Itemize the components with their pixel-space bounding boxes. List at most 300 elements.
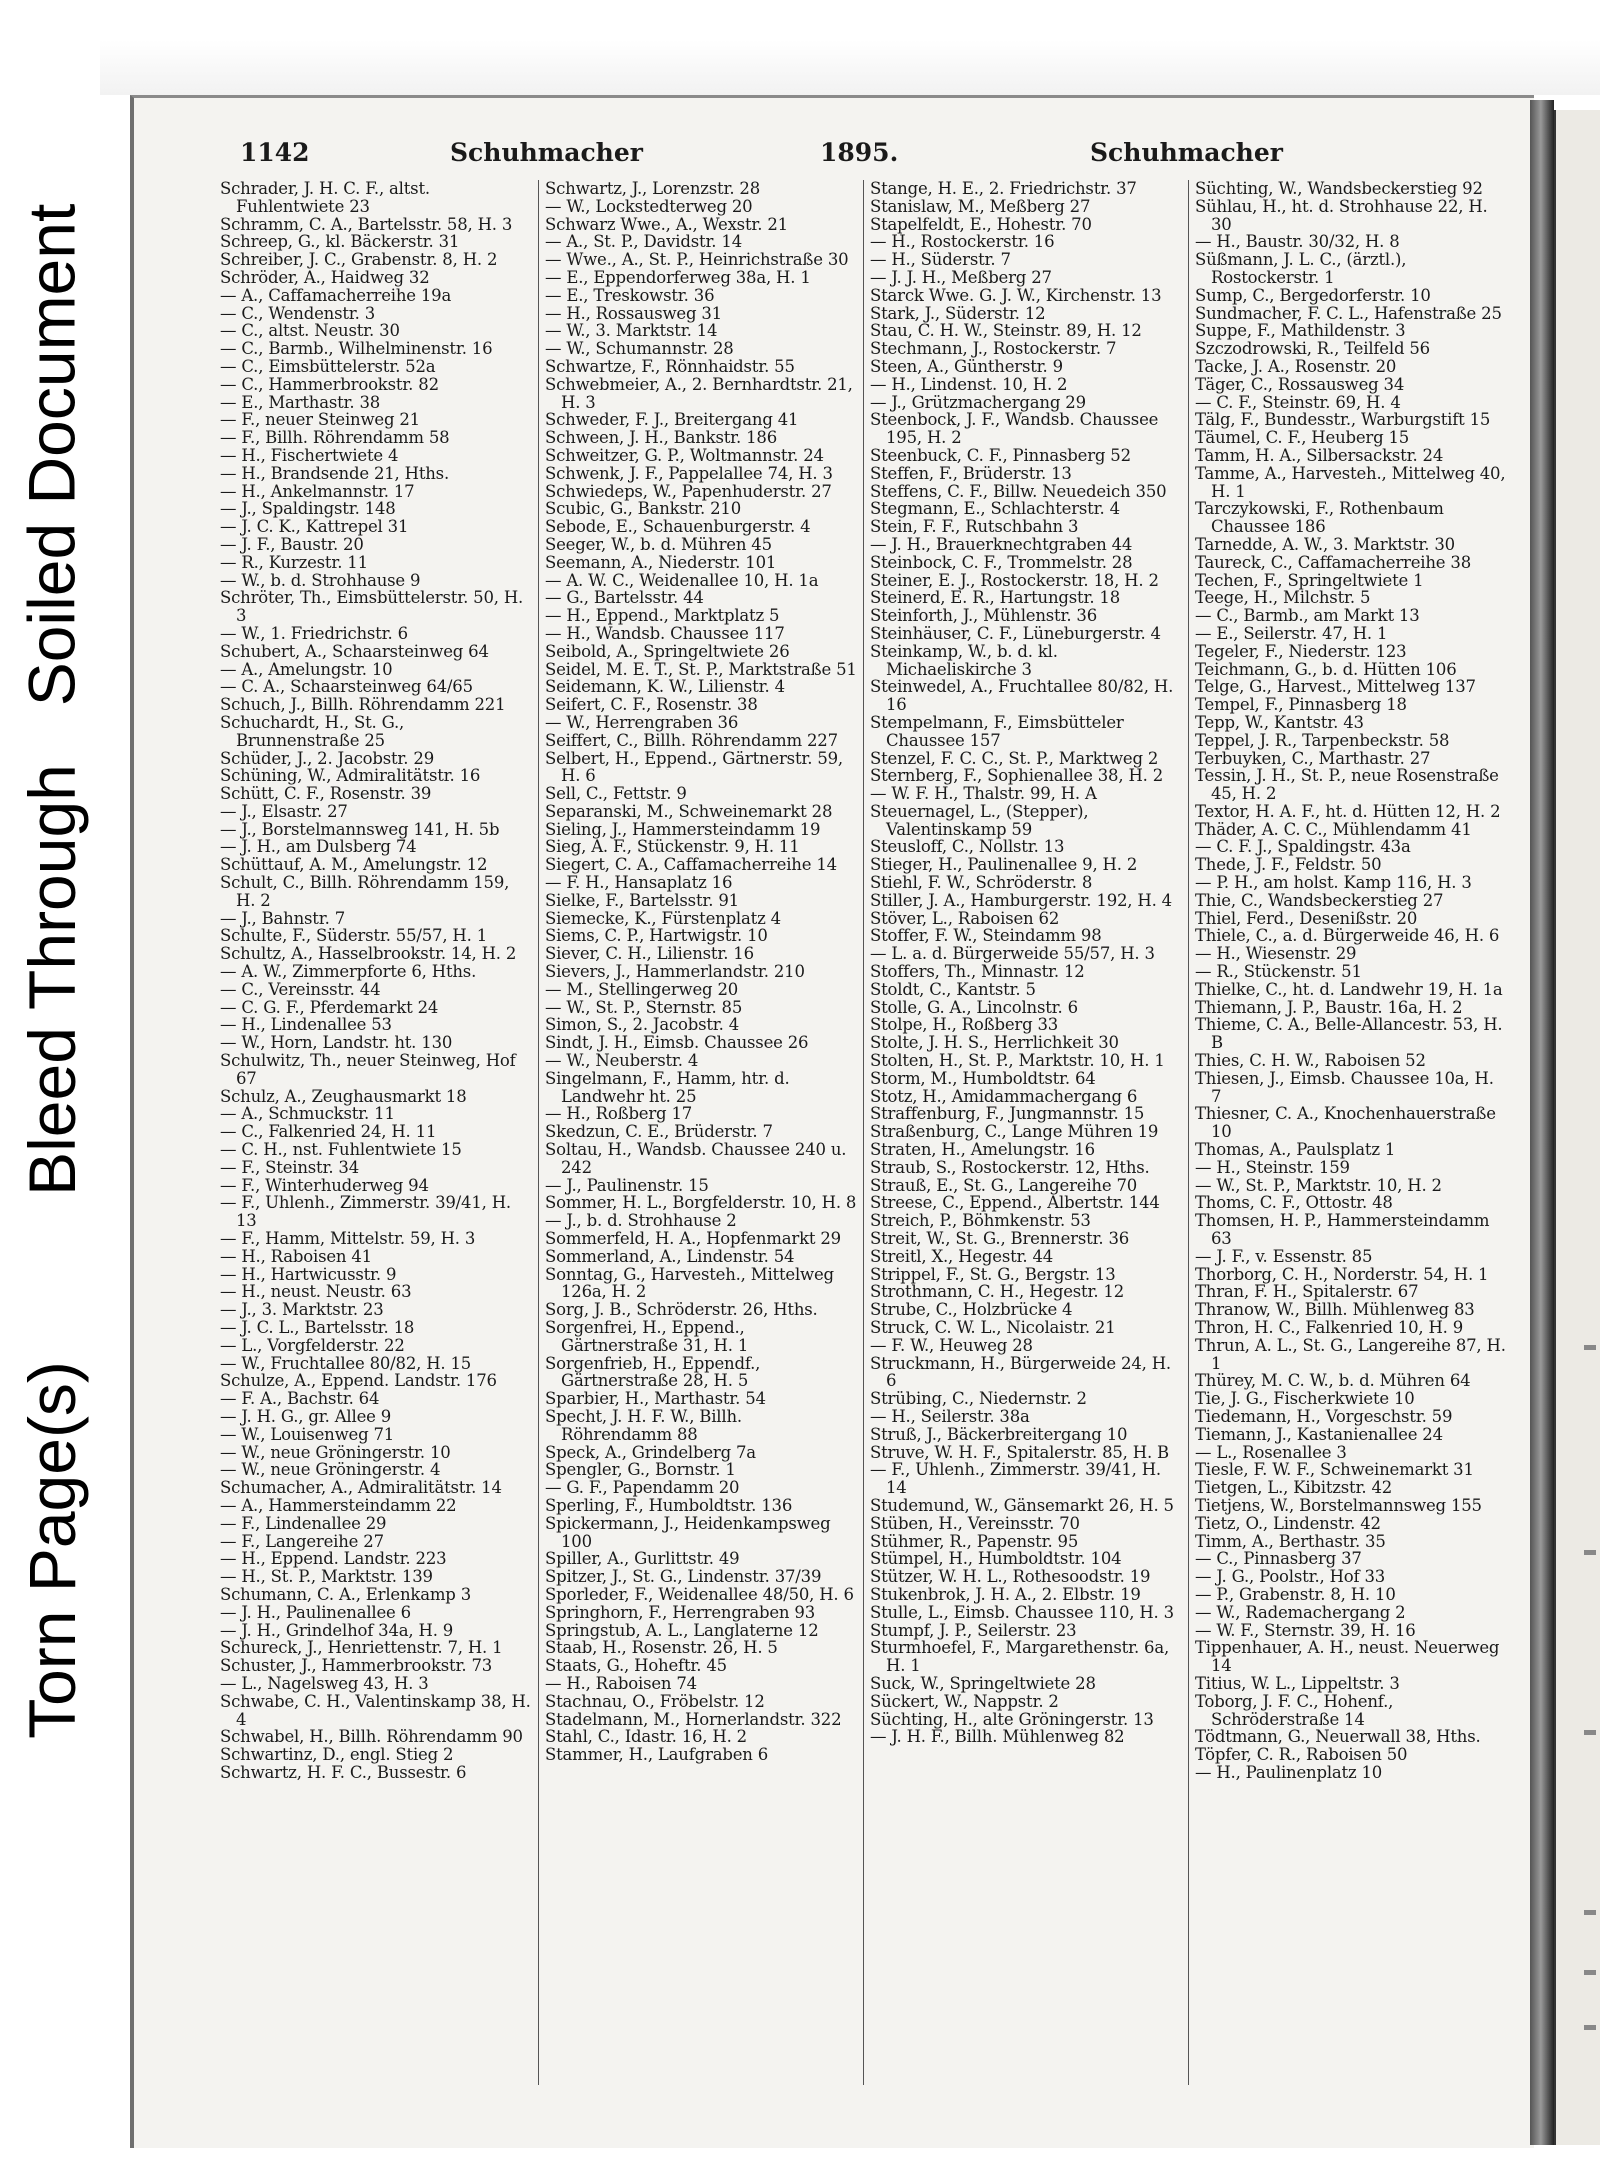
directory-columns <box>220 180 1515 2100</box>
directory-entry: Stotz, H., Amidammachergang 6 <box>870 1086 1138 1106</box>
directory-entry: — F. A., Bachstr. 64 <box>220 1389 380 1409</box>
directory-entry: Thäder, A. C. C., Mühlendamm 41 <box>1195 819 1472 839</box>
directory-entry: Steuernagel, L., (Stepper), Valentinskamp 59 <box>870 801 1089 839</box>
directory-entry: — F., Uhlenh., Zimmerstr. 39/41, H. 14 <box>870 1460 1161 1498</box>
directory-entry: Schumann, C. A., Erlenkamp 3 <box>220 1584 471 1604</box>
directory-entry: — J. H., am Dulsberg 74 <box>220 837 417 857</box>
directory-entry: Schramm, C. A., Bartelsstr. 58, H. 3 <box>220 214 513 234</box>
directory-entry: — J. H. F., Billh. Mühlenweg 82 <box>870 1727 1125 1747</box>
directory-entry: — J., Borstelmannsweg 141, H. 5b <box>220 819 500 839</box>
directory-entry: Thorborg, C. H., Norderstr. 54, H. 1 <box>1195 1264 1489 1284</box>
directory-entry: Thede, J. F., Feldstr. 50 <box>1195 855 1382 875</box>
directory-entry: Struve, W. H. F., Spitalerstr. 85, H. B <box>870 1442 1169 1462</box>
directory-entry: Stümpel, H., Humboldtstr. 104 <box>870 1549 1122 1569</box>
directory-entry: Tarczykowski, F., Rothenbaum Chaussee 186 <box>1195 499 1444 537</box>
directory-entry: Stau, C. H. W., Steinstr. 89, H. 12 <box>870 321 1142 341</box>
directory-entry: Sühlau, H., ht. d. Strohhause 22, H. 30 <box>1195 196 1488 234</box>
directory-entry: — W. F., Sternstr. 39, H. 16 <box>1195 1620 1416 1640</box>
directory-entry: — H., Roßberg 17 <box>545 1104 693 1124</box>
directory-entry: Seeger, W., b. d. Mühren 45 <box>545 534 772 554</box>
directory-entry: — W., Herrengraben 36 <box>545 712 739 732</box>
directory-entry: — C. A., Schaarsteinweg 64/65 <box>220 677 473 697</box>
directory-entry: — A., Schmuckstr. 11 <box>220 1104 395 1124</box>
directory-entry: Thrun, A. L., St. G., Langereihe 87, H. 1 <box>1195 1335 1506 1373</box>
directory-entry: Schulz, A., Zeughausmarkt 18 <box>220 1086 467 1106</box>
directory-entry: Stadelmann, M., Hornerlandstr. 322 <box>545 1709 842 1729</box>
directory-entry: Specht, J. H. F. W., Billh. Röhrendamm 88 <box>545 1406 742 1444</box>
directory-entry: — P., Grabenstr. 8, H. 10 <box>1195 1584 1396 1604</box>
directory-entry: Stark, J., Süderstr. 12 <box>870 303 1046 323</box>
directory-entry: Thürey, M. C. W., b. d. Mühren 64 <box>1195 1371 1471 1391</box>
directory-entry: Tälg, F., Bundesstr., Warburgstift 15 <box>1195 410 1491 430</box>
directory-entry: Stieger, H., Paulinenallee 9, H. 2 <box>870 855 1138 875</box>
directory-entry: — P. H., am holst. Kamp 116, H. 3 <box>1195 873 1472 893</box>
directory-entry: — H., Wandsb. Chaussee 117 <box>545 623 785 643</box>
directory-entry: — C. F., Steinstr. 69, H. 4 <box>1195 392 1401 412</box>
directory-entry: Sievers, J., Hammerlandstr. 210 <box>545 962 805 982</box>
directory-entry: Tietz, O., Lindenstr. 42 <box>1195 1513 1381 1533</box>
directory-entry: Schwebmeier, A., 2. Bernhardtstr. 21, H. 3 <box>545 374 853 412</box>
directory-entry: — J. C. L., Bartelsstr. 18 <box>220 1318 415 1337</box>
directory-entry: — E., Marthastr. 38 <box>220 392 381 412</box>
directory-entry: Sielke, F., Bartelsstr. 91 <box>545 890 739 910</box>
directory-entry: Storm, M., Humboldtstr. 64 <box>870 1068 1096 1088</box>
directory-entry: — G., Bartelsstr. 44 <box>545 588 704 608</box>
scan-top-margin <box>100 40 1600 95</box>
directory-entry: Stegmann, E., Schlachterstr. 4 <box>870 499 1120 519</box>
directory-entry: — J. H., Brauerknechtgraben 44 <box>870 534 1133 554</box>
directory-entry: Schwartinz, D., engl. Stieg 2 <box>220 1745 454 1765</box>
ghost-mark <box>1584 2025 1596 2030</box>
directory-entry: — F., Uhlenh., Zimmerstr. 39/41, H. 13 <box>220 1193 511 1231</box>
directory-entry: Spengler, G., Bornstr. 1 <box>545 1460 736 1480</box>
directory-entry: Schüttauf, A. M., Amelungstr. 12 <box>220 855 488 875</box>
directory-entry: — R., Kurzestr. 11 <box>220 552 368 572</box>
directory-entry: Sporleder, F., Weidenallee 48/50, H. 6 <box>545 1584 854 1604</box>
directory-entry: Täumel, C. F., Heuberg 15 <box>1195 428 1410 448</box>
directory-entry: Tietgen, L., Kibitzstr. 42 <box>1195 1478 1393 1498</box>
directory-entry: Steinhäuser, C. F., Lüneburgerstr. 4 <box>870 623 1161 643</box>
directory-entry: — C., Hammerbrookstr. 82 <box>220 374 439 394</box>
directory-entry: Sorg, J. B., Schröderstr. 26, Hths. <box>545 1300 818 1320</box>
directory-entry: — J. J. H., Meßberg 27 <box>870 267 1052 287</box>
directory-entry: Stolten, H., St. P., Marktstr. 10, H. 1 <box>870 1051 1165 1071</box>
directory-entry: Tie, J. G., Fischerkwiete 10 <box>1195 1389 1415 1409</box>
directory-entry: Siems, C. P., Hartwigstr. 10 <box>545 926 768 946</box>
directory-entry: Telge, G., Harvest., Mittelweg 137 <box>1195 677 1476 697</box>
directory-entry: Stukenbrok, J. H. A., 2. Elbstr. 19 <box>870 1584 1141 1604</box>
directory-entry: Thoms, C. F., Ottostr. 48 <box>1195 1193 1393 1213</box>
directory-entry: — W., 3. Marktstr. 14 <box>545 321 718 341</box>
directory-entry: Tarnedde, A. W., 3. Marktstr. 30 <box>1195 534 1455 554</box>
directory-entry: Sebode, E., Schauenburgerstr. 4 <box>545 517 811 537</box>
directory-entry: Spickermann, J., Heidenkampsweg 100 <box>545 1513 831 1551</box>
directory-entry: Sonntag, G., Harvesteh., Mittelweg 126a, H. 2 <box>545 1264 834 1302</box>
directory-entry: Starck Wwe. G. J. W., Kirchenstr. 13 <box>870 285 1162 305</box>
directory-entry: — F. H., Hansaplatz 16 <box>545 873 733 893</box>
directory-entry: — J., Paulinenstr. 15 <box>545 1175 709 1195</box>
directory-entry: Tiemann, J., Kastanienallee 24 <box>1195 1424 1443 1444</box>
directory-entry: — R., Stückenstr. 51 <box>1195 962 1362 982</box>
directory-entry: Steenbuck, C. F., Pinnasberg 52 <box>870 445 1131 465</box>
directory-entry: — W., St. P., Sternstr. 85 <box>545 997 743 1017</box>
directory-entry: Sparbier, H., Marthastr. 54 <box>545 1389 766 1409</box>
directory-entry: — J., 3. Marktstr. 23 <box>220 1300 384 1320</box>
directory-entry: Tessin, J. H., St. P., neue Rosenstraße 45, H. 2 <box>1195 766 1499 804</box>
directory-entry: Thielke, C., ht. d. Landwehr 19, H. 1a <box>1195 979 1503 999</box>
directory-entry: Sternberg, F., Sophienallee 38, H. 2 <box>870 766 1164 786</box>
directory-entry: Seidel, M. E. T., St. P., Marktstraße 51 <box>545 659 857 679</box>
directory-entry: Schüder, J., 2. Jacobstr. 29 <box>220 748 434 768</box>
directory-entry: Steinbock, C. F., Trommelstr. 28 <box>870 552 1133 572</box>
directory-column-1 <box>220 180 532 2100</box>
directory-entry: — H., Lindenst. 10, H. 2 <box>870 374 1068 394</box>
directory-entry: Tacke, J. A., Rosenstr. 20 <box>1195 356 1397 376</box>
directory-entry: — F., Steinstr. 34 <box>220 1157 360 1177</box>
directory-entry: — A., St. P., Davidstr. 14 <box>545 232 742 252</box>
directory-entry: Töpfer, C. R., Raboisen 50 <box>1195 1745 1408 1765</box>
directory-entry: — H., Süderstr. 7 <box>870 250 1011 270</box>
directory-entry: Stolpe, H., Roßberg 33 <box>870 1015 1059 1035</box>
directory-entry: Sommer, H. L., Borgfelderstr. 10, H. 8 <box>545 1193 857 1213</box>
directory-entry: Sump, C., Bergedorferstr. 10 <box>1195 285 1431 305</box>
directory-entry: — H., Eppend., Marktplatz 5 <box>545 606 780 626</box>
directory-entry: — E., Treskowstr. 36 <box>545 285 715 305</box>
directory-entry: Sückert, W., Nappstr. 2 <box>870 1691 1059 1711</box>
directory-entry: — H., neust. Neustr. 63 <box>220 1282 412 1302</box>
directory-entry: Sorgenfrieb, H., Eppendf., Gärtnerstraße 28, H. 5 <box>545 1353 761 1391</box>
column-divider <box>538 180 539 2085</box>
directory-entry: — C., Barmb., Wilhelminenstr. 16 <box>220 339 493 359</box>
directory-entry: — A. W. C., Weidenallee 10, H. 1a <box>545 570 819 590</box>
directory-entry: Schubert, A., Schaarsteinweg 64 <box>220 641 489 661</box>
directory-entry: Streit, W., St. G., Brennerstr. 36 <box>870 1229 1130 1249</box>
directory-entry: — C. F. J., Spaldingstr. 43a <box>1195 837 1411 857</box>
directory-entry: Skedzun, C. E., Brüderstr. 7 <box>545 1122 773 1142</box>
directory-entry: Separanski, M., Schweinemarkt 28 <box>545 801 833 821</box>
directory-entry: Schwarz Wwe., A., Wexstr. 21 <box>545 214 788 234</box>
directory-entry: — J. H., Grindelhof 34a, H. 9 <box>220 1620 454 1640</box>
directory-entry: — W., Louisenweg 71 <box>220 1424 395 1444</box>
directory-entry: — W., neue Gröningerstr. 10 <box>220 1442 451 1462</box>
directory-entry: Schreiber, J. C., Grabenstr. 8, H. 2 <box>220 250 498 270</box>
directory-entry: Spitzer, J., St. G., Lindenstr. 37/39 <box>545 1567 822 1587</box>
directory-entry: Schütt, C. F., Rosenstr. 39 <box>220 784 432 804</box>
directory-entry: — C., Pinnasberg 37 <box>1195 1549 1362 1569</box>
directory-entry: Strauß, E., St. G., Langereihe 70 <box>870 1175 1138 1195</box>
directory-entry: — W., b. d. Strohhause 9 <box>220 570 421 590</box>
torn-pages-label <box>4 1300 99 1800</box>
directory-entry: — F., Lindenallee 29 <box>220 1513 387 1533</box>
directory-entry: Strübing, C., Niedernstr. 2 <box>870 1389 1087 1409</box>
directory-entry: Schulze, A., Eppend. Landstr. 176 <box>220 1371 497 1391</box>
column-divider <box>1188 180 1189 2085</box>
directory-entry: — W., Fruchtallee 80/82, H. 15 <box>220 1353 472 1373</box>
directory-entry: Tödtmann, G., Neuerwall 38, Hths. <box>1195 1727 1481 1747</box>
directory-entry: Sieling, J., Hammersteindamm 19 <box>545 819 821 839</box>
directory-entry: — H., Hartwicusstr. 9 <box>220 1264 397 1284</box>
directory-entry: Stange, H. E., 2. Friedrichstr. 37 <box>870 180 1137 198</box>
directory-entry: Sieg, A. F., Stückenstr. 9, H. 11 <box>545 837 800 857</box>
directory-entry: Streitl, X., Hegestr. 44 <box>870 1246 1054 1266</box>
directory-entry: — J. F., v. Essenstr. 85 <box>1195 1246 1373 1266</box>
directory-entry: Schultz, A., Hasselbrookstr. 14, H. 2 <box>220 944 517 964</box>
running-title-left: Schuhmacher <box>450 138 643 167</box>
directory-entry: Stolle, G. A., Lincolnstr. 6 <box>870 997 1078 1017</box>
directory-entry: — C., Vereinsstr. 44 <box>220 979 381 999</box>
directory-entry: Tepp, W., Kantstr. 43 <box>1195 712 1364 732</box>
directory-entry: Stöver, L., Raboisen 62 <box>870 908 1060 928</box>
directory-entry: Thron, H. C., Falkenried 10, H. 9 <box>1195 1318 1464 1337</box>
directory-entry: — H., Rostockerstr. 16 <box>870 232 1055 252</box>
directory-entry: — J. F., Baustr. 20 <box>220 534 364 554</box>
directory-entry: — F., Winterhuderweg 94 <box>220 1175 429 1195</box>
directory-entry: Speck, A., Grindelberg 7a <box>545 1442 756 1462</box>
directory-entry: Struß, J., Bäckerbreitergang 10 <box>870 1424 1128 1444</box>
directory-entry: Steffen, F., Brüderstr. 13 <box>870 463 1072 483</box>
directory-entry: Steinerd, E. R., Hartungstr. 18 <box>870 588 1121 608</box>
directory-entry: Schween, J. H., Bankstr. 186 <box>545 428 778 448</box>
directory-entry: Strothmann, C. H., Hegestr. 12 <box>870 1282 1125 1302</box>
directory-entry: Scubic, G., Bankstr. 210 <box>545 499 742 519</box>
running-title-right: Schuhmacher <box>1090 138 1283 167</box>
directory-entry: Spiller, A., Gurlittstr. 49 <box>545 1549 740 1569</box>
directory-entry: Schulte, F., Süderstr. 55/57, H. 1 <box>220 926 487 946</box>
directory-entry: Stenzel, F. C. C., St. P., Marktweg 2 <box>870 748 1159 768</box>
directory-entry: — C., Wendenstr. 3 <box>220 303 376 323</box>
directory-entry: Süchting, H., alte Gröningerstr. 13 <box>870 1709 1154 1729</box>
directory-entry: — J., Bahnstr. 7 <box>220 908 345 928</box>
directory-entry: Streese, C., Eppend., Albertstr. 144 <box>870 1193 1160 1213</box>
directory-entry: Tippenhauer, A. H., neust. Neuerweg 14 <box>1195 1638 1500 1676</box>
ghost-mark <box>1584 1345 1596 1350</box>
directory-entry: Schureck, J., Henriettenstr. 7, H. 1 <box>220 1638 503 1658</box>
directory-entry: Steinwedel, A., Fruchtallee 80/82, H. 16 <box>870 677 1174 715</box>
directory-entry: Staab, H., Rosenstr. 26, H. 5 <box>545 1638 778 1658</box>
directory-entry: Textor, H. A. F., ht. d. Hütten 12, H. 2 <box>1195 801 1501 821</box>
directory-entry: Thies, C. H. W., Raboisen 52 <box>1195 1051 1426 1071</box>
directory-entry: — J. H. G., gr. Allee 9 <box>220 1406 392 1426</box>
directory-entry: — L., Vorgfelderstr. 22 <box>220 1335 405 1355</box>
directory-entry: Teege, H., Milchstr. 5 <box>1195 588 1371 608</box>
directory-entry: Simon, S., 2. Jacobstr. 4 <box>545 1015 740 1035</box>
directory-entry: Steinforth, J., Mühlenstr. 36 <box>870 606 1098 626</box>
directory-entry: Siegert, C. A., Caffamacherreihe 14 <box>545 855 837 875</box>
directory-entry: Steenbock, J. F., Wandsb. Chaussee 195, H. 2 <box>870 410 1159 448</box>
directory-entry: — H., Rossausweg 31 <box>545 303 722 323</box>
directory-entry: Stüben, H., Vereinsstr. 70 <box>870 1513 1080 1533</box>
directory-entry: — H., Seilerstr. 38a <box>870 1406 1030 1426</box>
torn-pages-text: Torn Page(s) <box>14 1361 89 1739</box>
directory-entry: Sommerland, A., Lindenstr. 54 <box>545 1246 795 1266</box>
directory-entry: Schuster, J., Hammerbrookstr. 73 <box>220 1656 493 1676</box>
directory-entry: Studemund, W., Gänsemarkt 26, H. 5 <box>870 1495 1174 1515</box>
directory-entry: Thiesen, J., Eimsb. Chaussee 10a, H. 7 <box>1195 1068 1494 1106</box>
directory-entry: — H., Ankelmannstr. 17 <box>220 481 415 501</box>
directory-entry: — J. G., Poolstr., Hof 33 <box>1195 1567 1386 1587</box>
directory-entry: Seemann, A., Niederstr. 101 <box>545 552 777 572</box>
directory-entry: Techen, F., Springeltwiete 1 <box>1195 570 1424 590</box>
directory-entry: — H., Raboisen 74 <box>545 1673 697 1693</box>
directory-entry: Titius, W. L., Lippeltstr. 3 <box>1195 1673 1400 1693</box>
directory-entry: — C., Falkenried 24, H. 11 <box>220 1122 437 1142</box>
directory-entry: — L., Rosenallee 3 <box>1195 1442 1347 1462</box>
directory-entry: — F., Langereihe 27 <box>220 1531 384 1551</box>
directory-entry: — W., Lockstedterweg 20 <box>545 196 753 216</box>
directory-entry: — C. H., nst. Fuhlentwiete 15 <box>220 1140 462 1160</box>
directory-entry: — H., Lindenallee 53 <box>220 1015 392 1035</box>
directory-entry: — C., Barmb., am Markt 13 <box>1195 606 1420 626</box>
directory-entry: Süchting, W., Wandsbeckerstieg 92 <box>1195 180 1483 198</box>
directory-entry: Stolte, J. H. S., Herrlichkeit 30 <box>870 1033 1119 1053</box>
ghost-mark <box>1584 1970 1596 1975</box>
directory-entry: Schwiedeps, W., Papenhuderstr. 27 <box>545 481 832 501</box>
directory-entry: — W., Schumannstr. 28 <box>545 339 734 359</box>
directory-entry: Suck, W., Springeltwiete 28 <box>870 1673 1096 1693</box>
directory-entry: — F., neuer Steinweg 21 <box>220 410 420 430</box>
directory-entry: Stiller, J. A., Hamburgerstr. 192, H. 4 <box>870 890 1172 910</box>
directory-entry: Steffens, C. F., Billw. Neuedeich 350 <box>870 481 1167 501</box>
directory-entry: — J., Elsastr. 27 <box>220 801 348 821</box>
directory-entry: — W., St. P., Marktstr. 10, H. 2 <box>1195 1175 1442 1195</box>
page-number: 1142 <box>240 138 310 167</box>
directory-entry: Tamm, H. A., Silbersackstr. 24 <box>1195 445 1444 465</box>
directory-entry: Thiele, C., a. d. Bürgerweide 46, H. 6 <box>1195 926 1500 946</box>
directory-entry: Thran, F. H., Spitalerstr. 67 <box>1195 1282 1419 1302</box>
directory-entry: — A. W., Zimmerpforte 6, Hths. <box>220 962 477 982</box>
directory-entry: — H., Steinstr. 159 <box>1195 1157 1350 1177</box>
directory-entry: Straßenburg, C., Lange Mühren 19 <box>870 1122 1159 1142</box>
directory-entry: Schröter, Th., Eimsbüttelerstr. 50, H. 3 <box>220 588 524 626</box>
directory-entry: — E., Seilerstr. 47, H. 1 <box>1195 623 1388 643</box>
directory-entry: Tiesle, F. W. F., Schweinemarkt 31 <box>1195 1460 1474 1480</box>
directory-entry: Schwenk, J. F., Pappelallee 74, H. 3 <box>545 463 833 483</box>
directory-entry: Strube, C., Holzbrücke 4 <box>870 1300 1073 1320</box>
directory-entry: — W., neue Gröningerstr. 4 <box>220 1460 441 1480</box>
directory-entry: Taureck, C., Caffamacherreihe 38 <box>1195 552 1472 572</box>
directory-entry: Selbert, H., Eppend., Gärtnerstr. 59, H. 6 <box>545 748 843 786</box>
directory-entry: — H., Baustr. 30/32, H. 8 <box>1195 232 1400 252</box>
directory-entry: Thomas, A., Paulsplatz 1 <box>1195 1140 1396 1160</box>
directory-entry: — F. W., Heuweg 28 <box>870 1335 1033 1355</box>
page-header <box>210 138 1515 174</box>
directory-entry: — A., Amelungstr. 10 <box>220 659 393 679</box>
directory-entry: Stoldt, C., Kantstr. 5 <box>870 979 1036 999</box>
directory-entry: Thie, C., Wandsbeckerstieg 27 <box>1195 890 1444 910</box>
directory-entry: Steinkamp, W., b. d. kl. Michaeliskirche 3 <box>870 641 1058 679</box>
directory-entry: — A., Hammersteindamm 22 <box>220 1495 457 1515</box>
directory-entry: — W., 1. Friedrichstr. 6 <box>220 623 408 643</box>
directory-entry: — E., Eppendorferweg 38a, H. 1 <box>545 267 811 287</box>
directory-entry: — H., Wiesenstr. 29 <box>1195 944 1357 964</box>
directory-entry: Stumpf, J. P., Seilerstr. 23 <box>870 1620 1077 1640</box>
directory-entry: Steen, A., Güntherstr. 9 <box>870 356 1063 376</box>
directory-entry: Straffenburg, F., Jungmannstr. 15 <box>870 1104 1145 1124</box>
directory-entry: Toborg, J. F. C., Hohenf., Schröderstraße 14 <box>1195 1691 1394 1729</box>
directory-entry: — J., Grützmachergang 29 <box>870 392 1086 412</box>
directory-entry: Stammer, H., Laufgraben 6 <box>545 1745 769 1765</box>
directory-entry: Sell, C., Fettstr. 9 <box>545 784 687 804</box>
directory-entry: — G. F., Papendamm 20 <box>545 1478 740 1498</box>
directory-entry: Straub, S., Rostockerstr. 12, Hths. <box>870 1157 1150 1177</box>
directory-entry: Schüning, W., Admiralitätstr. 16 <box>220 766 481 786</box>
bleed-through-text: Bleed Through <box>14 764 89 1196</box>
directory-entry: Strippel, F., St. G., Bergstr. 13 <box>870 1264 1116 1284</box>
directory-entry: Stahl, C., Idastr. 16, H. 2 <box>545 1727 747 1747</box>
directory-entry: Stühmer, R., Papenstr. 95 <box>870 1531 1079 1551</box>
directory-entry: — J., Spaldingstr. 148 <box>220 499 396 519</box>
directory-entry: — H., Brandsende 21, Hths. <box>220 463 449 483</box>
directory-entry: Stapelfeldt, E., Hohestr. 70 <box>870 214 1092 234</box>
directory-entry: Sommerfeld, H. A., Hopfenmarkt 29 <box>545 1229 841 1249</box>
directory-column-4 <box>1195 180 1507 2100</box>
directory-column-2 <box>545 180 857 2100</box>
directory-entry: Tempel, F., Pinnasberg 18 <box>1195 695 1407 715</box>
directory-entry: Thomsen, H. P., Hammersteindamm 63 <box>1195 1211 1490 1249</box>
directory-entry: Stulle, L., Eimsb. Chaussee 110, H. 3 <box>870 1602 1174 1622</box>
directory-entry: — W., Rademachergang 2 <box>1195 1602 1406 1622</box>
directory-entry: Thiel, Ferd., Desenißstr. 20 <box>1195 908 1418 928</box>
directory-entry: — W., Neuberstr. 4 <box>545 1051 699 1071</box>
page-gutter-shadow <box>1530 100 1554 2145</box>
directory-entry: Schumacher, A., Admiralitätstr. 14 <box>220 1478 502 1498</box>
directory-entry: Stützer, W. H. L., Rothesoodstr. 19 <box>870 1567 1151 1587</box>
directory-entry: Seiffert, C., Billh. Röhrendamm 227 <box>545 730 838 750</box>
ghost-mark <box>1584 1550 1596 1555</box>
directory-entry: — F., Billh. Röhrendamm 58 <box>220 428 450 448</box>
directory-entry: Springstub, A. L., Langlaterne 12 <box>545 1620 819 1640</box>
soiled-document-text: Soiled Document <box>14 203 89 707</box>
directory-entry: Seibold, A., Springeltwiete 26 <box>545 641 790 661</box>
directory-entry: — Wwe., A., St. P., Heinrichstraße 30 <box>545 250 849 270</box>
directory-entry: Schwabe, C. H., Valentinskamp 38, H. 4 <box>220 1691 531 1729</box>
directory-entry: Schreep, G., kl. Bäckerstr. 31 <box>220 232 460 252</box>
directory-entry: Struck, C. W. L., Nicolaistr. 21 <box>870 1318 1116 1337</box>
directory-entry: Springhorn, F., Herrengraben 93 <box>545 1602 815 1622</box>
directory-entry: — C., Eimsbüttelerstr. 52a <box>220 356 436 376</box>
soiled-document-label <box>4 175 99 735</box>
directory-entry: Stachnau, O., Fröbelstr. 12 <box>545 1691 765 1711</box>
directory-entry: Steusloff, C., Nollstr. 13 <box>870 837 1065 857</box>
directory-entry: Teichmann, G., b. d. Hütten 106 <box>1195 659 1457 679</box>
directory-entry: Suppe, F., Mathildenstr. 3 <box>1195 321 1406 341</box>
directory-entry: — H., St. P., Marktstr. 139 <box>220 1567 433 1587</box>
directory-entry: Sindt, J. H., Eimsb. Chaussee 26 <box>545 1033 809 1053</box>
directory-entry: Schweder, F. J., Breitergang 41 <box>545 410 799 430</box>
directory-entry: — H., Raboisen 41 <box>220 1246 372 1266</box>
directory-entry: — J. C. K., Kattrepel 31 <box>220 517 409 537</box>
directory-entry: Schröder, A., Haidweg 32 <box>220 267 430 287</box>
directory-entry: — C., altst. Neustr. 30 <box>220 321 400 341</box>
adjacent-page-edge <box>1554 110 1600 2145</box>
directory-entry: Schwartz, J., Lorenzstr. 28 <box>545 180 761 198</box>
directory-entry: Tiedemann, H., Vorgeschstr. 59 <box>1195 1406 1453 1426</box>
directory-entry: Timm, A., Berthastr. 35 <box>1195 1531 1386 1551</box>
directory-entry: Sundmacher, F. C. L., Hafenstraße 25 <box>1195 303 1502 323</box>
directory-column-3 <box>870 180 1182 2100</box>
directory-entry: Sperling, F., Humboldtstr. 136 <box>545 1495 793 1515</box>
directory-entry: Täger, C., Rossausweg 34 <box>1195 374 1405 394</box>
directory-entry: — H., Paulinenplatz 10 <box>1195 1762 1383 1782</box>
directory-entry: Stoffer, F. W., Steindamm 98 <box>870 926 1102 946</box>
directory-entry: Stanislaw, M., Meßberg 27 <box>870 196 1091 216</box>
directory-entry: Schwartze, F., Rönnhaidstr. 55 <box>545 356 795 376</box>
directory-entry: Schwartz, H. F. C., Bussestr. 6 <box>220 1762 467 1782</box>
directory-entry: Seidemann, K. W., Lilienstr. 4 <box>545 677 785 697</box>
directory-year: 1895. <box>820 138 899 167</box>
directory-entry: Schwabel, H., Billh. Röhrendamm 90 <box>220 1727 523 1747</box>
directory-entry: — J., b. d. Strohhause 2 <box>545 1211 737 1231</box>
